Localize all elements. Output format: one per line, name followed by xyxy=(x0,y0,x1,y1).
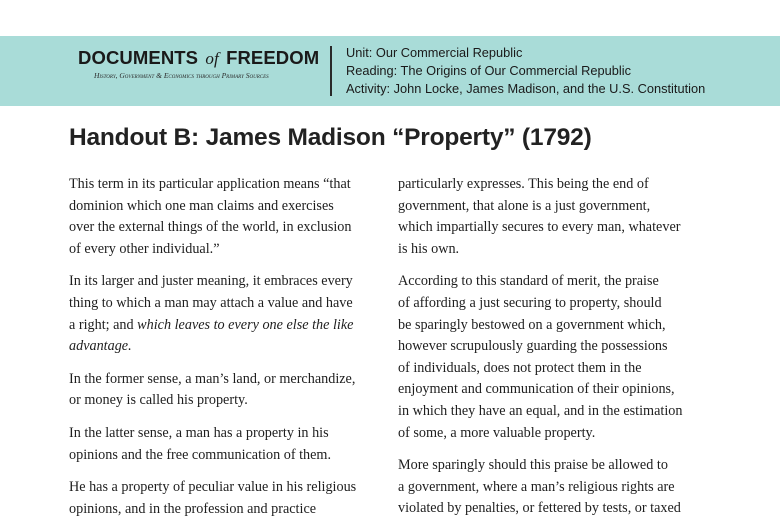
paragraph xyxy=(398,455,718,520)
brand-logo xyxy=(78,47,318,80)
text-line: in which they have an equal, and in the estimation xyxy=(398,402,683,419)
text-line: opinions and the free communication of them. xyxy=(69,446,332,463)
text-line: of affording a just securing to property, should xyxy=(398,294,662,311)
text-line: be sparingly bestowed on a government which, xyxy=(398,316,666,333)
activity-label: Activity: John Locke, James Madison, and the U.S. Constitution xyxy=(346,81,706,96)
text-line: He has a property of peculiar value in his religious xyxy=(69,479,357,496)
text-line: enjoyment and communication of their opinions, xyxy=(398,381,675,398)
text-line: In its larger and juster meaning, it embraces every xyxy=(69,273,353,290)
text-line: More sparingly should this praise be allowed to xyxy=(398,457,668,474)
text-line: of some, a more valuable property. xyxy=(398,424,596,441)
text-line: government, that alone is a just government, xyxy=(398,197,651,214)
text-line: over the external things of the world, in exclusion xyxy=(69,219,352,236)
text-line: dominion which one man claims and exercises xyxy=(69,197,334,214)
text-line: According to this standard of merit, the praise xyxy=(398,273,659,290)
left-column xyxy=(69,174,389,531)
italic-fragment: which leaves to every one else the like xyxy=(137,316,354,333)
text-line: of individuals, does not protect them in the xyxy=(398,359,642,376)
brand-title-of: of xyxy=(205,49,219,68)
text-line: In the former sense, a man’s land, or merchandize, xyxy=(69,370,356,387)
brand-tagline: History, Government & Economics through Primary Sources xyxy=(94,71,269,80)
reading-label: Reading: The Origins of Our Commercial Republic xyxy=(346,63,631,78)
text-line: This term in its particular application means “that xyxy=(69,176,351,192)
text-line: a government, where a man’s religious rights are xyxy=(398,478,675,495)
text-line: is his own. xyxy=(398,240,460,257)
text-line: thing to which a man may attach a value and have xyxy=(69,294,353,311)
text-line: or money is called his property. xyxy=(69,392,248,409)
paragraph xyxy=(69,174,389,260)
unit-info xyxy=(346,44,705,98)
text-line: violated by penalties, or fettered by tests, or taxed xyxy=(398,500,681,517)
paragraph xyxy=(398,174,718,260)
brand-title xyxy=(78,47,318,70)
paragraph xyxy=(398,271,718,444)
right-column xyxy=(398,174,718,531)
text-line: however scrupulously guarding the possessions xyxy=(398,338,668,355)
italic-line: advantage. xyxy=(69,338,132,355)
text-line: of every other individual.” xyxy=(69,240,220,257)
unit-label: Unit: Our Commercial Republic xyxy=(346,45,523,60)
text-fragment: a right; and xyxy=(69,316,138,333)
text-line xyxy=(69,315,389,337)
text-line: particularly expresses. This being the end of xyxy=(398,176,649,192)
header-divider xyxy=(330,46,332,96)
brand-title-freedom: FREEDOM xyxy=(226,47,320,68)
text-line: In the latter sense, a man has a property in his xyxy=(69,424,329,441)
brand-title-documents: DOCUMENTS xyxy=(78,47,199,68)
text-line: which impartially secures to every man, whatever xyxy=(398,219,681,236)
paragraph xyxy=(69,477,389,520)
handout-title: Handout B: James Madison “Property” (1792) xyxy=(69,124,592,151)
header-band xyxy=(0,36,780,106)
paragraph xyxy=(69,271,389,357)
paragraph xyxy=(69,423,389,466)
text-line: opinions, and in the profession and practice xyxy=(69,500,317,517)
paragraph xyxy=(69,369,389,412)
